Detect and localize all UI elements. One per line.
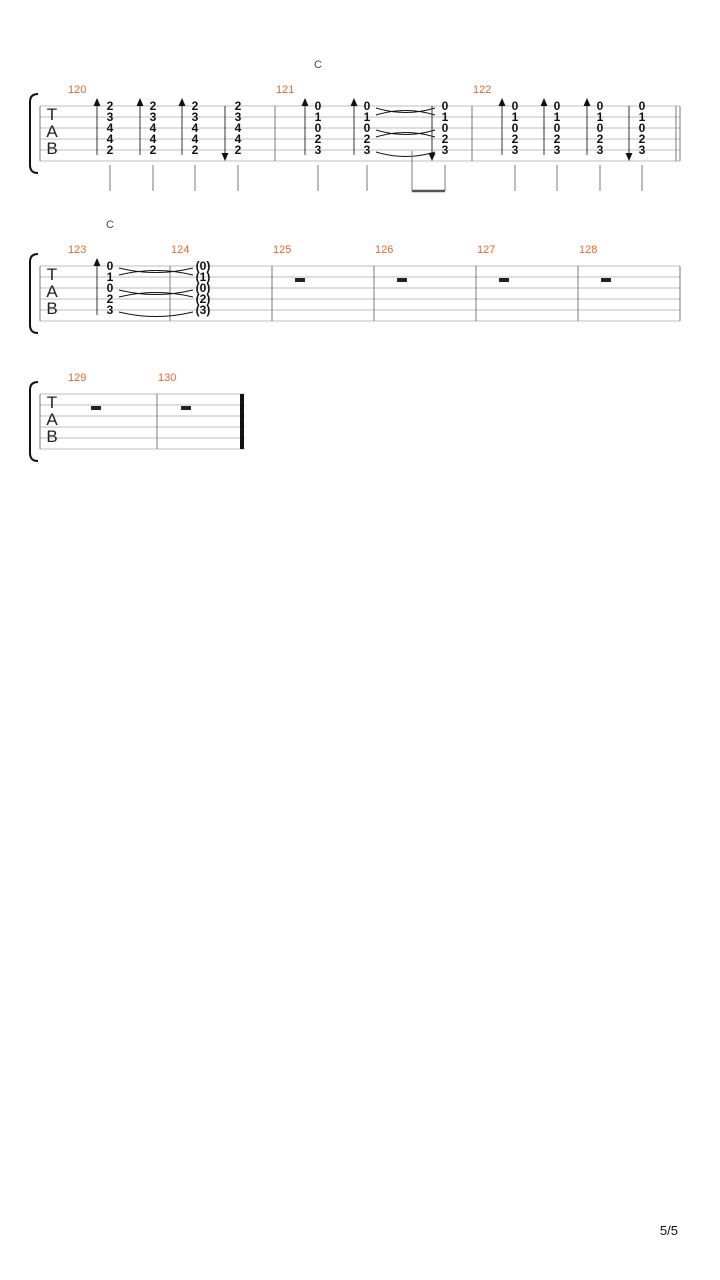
measure-number: 126 [375,244,394,256]
chord-symbol: C [106,219,114,231]
whole-rest-symbol [91,406,101,410]
fret-number: 2 [191,99,199,113]
fret-number: 2 [234,143,242,157]
fret-number: 0 [553,99,561,113]
fret-number: (2) [195,292,211,306]
fret-number: 2 [638,132,646,146]
fret-number: 2 [106,99,114,113]
fret-number: 0 [106,281,114,295]
fret-number: (0) [195,281,211,295]
strum-up-arrow [302,98,309,106]
measure-number: 129 [68,372,87,384]
system-bracket [30,254,38,333]
measure-number: 130 [158,372,177,384]
measure-number: 122 [473,84,492,96]
whole-rest-symbol [499,278,509,282]
fret-number: (3) [195,303,211,317]
tab-clef-letter: T [46,105,58,124]
fret-number: 1 [553,110,561,124]
fret-number: 4 [149,121,157,135]
fret-number: 3 [106,303,114,317]
fret-number: 1 [441,110,449,124]
fret-number: 3 [596,143,604,157]
fret-number: 3 [106,110,114,124]
fret-number: 2 [363,132,371,146]
fret-number: 4 [106,132,114,146]
fret-number: 4 [149,132,157,146]
chord-symbol: C [314,59,322,71]
strum-up-arrow [541,98,548,106]
measure-number: 123 [68,244,87,256]
fret-number: 2 [511,132,519,146]
whole-rest-symbol [295,278,305,282]
fret-number: 4 [234,132,242,146]
fret-number: 4 [234,121,242,135]
tie-curve [376,152,435,157]
strum-up-arrow [137,98,144,106]
fret-number: 1 [314,110,322,124]
strum-up-arrow [584,98,591,106]
fret-number: 4 [191,132,199,146]
strum-up-arrow [499,98,506,106]
fret-number: 2 [149,143,157,157]
tab-clef-letter: B [46,139,58,158]
fret-number: 0 [314,121,322,135]
tab-system-2 [30,219,680,333]
fret-number: 0 [638,121,646,135]
fret-number: 2 [441,132,449,146]
fret-number: 3 [511,143,519,157]
fret-number: 0 [441,121,449,135]
fret-number: 3 [149,110,157,124]
tab-clef-letter: A [46,122,58,141]
fret-number: 2 [106,292,114,306]
strum-up-arrow [94,258,101,266]
fret-number: 2 [149,99,157,113]
fret-number: 3 [314,143,322,157]
strum-down-arrow [626,153,633,161]
strum-up-arrow [179,98,186,106]
page-number: 5/5 [659,1223,678,1238]
fret-number: 3 [441,143,449,157]
fret-number: (1) [195,270,211,284]
fret-number: 3 [638,143,646,157]
fret-number: 2 [234,99,242,113]
fret-number: 0 [106,259,114,273]
fret-number: 4 [191,121,199,135]
fret-number: 2 [106,143,114,157]
fret-number: 0 [363,121,371,135]
fret-number: 0 [511,121,519,135]
fret-number: 3 [191,110,199,124]
whole-rest-symbol [601,278,611,282]
fret-number: 1 [638,110,646,124]
system-bracket [30,94,38,173]
fret-number: 1 [363,110,371,124]
fret-number: 3 [363,143,371,157]
fret-number: 1 [511,110,519,124]
measure-number: 121 [276,84,295,96]
tab-system-1 [30,59,680,191]
measure-number: 127 [477,244,496,256]
fret-number: 1 [106,270,114,284]
tab-clef-letter: B [46,427,58,446]
final-barline [240,394,244,449]
tab-clef-letter: A [46,410,58,429]
strum-up-arrow [351,98,358,106]
measure-number: 125 [273,244,292,256]
fret-number: 2 [553,132,561,146]
fret-number: 2 [596,132,604,146]
fret-number: 0 [553,121,561,135]
fret-number: (0) [195,259,211,273]
fret-number: 3 [553,143,561,157]
fret-number: 0 [363,99,371,113]
fret-number: 0 [314,99,322,113]
measure-number: 124 [171,244,190,256]
strum-down-arrow [222,153,229,161]
tab-clef-letter: T [46,265,58,284]
measure-number: 120 [68,84,87,96]
fret-number: 1 [596,110,604,124]
measure-number: 128 [579,244,598,256]
fret-number: 2 [191,143,199,157]
fret-number: 0 [596,99,604,113]
fret-number: 2 [314,132,322,146]
whole-rest-symbol [397,278,407,282]
tie-curve [119,312,193,317]
strum-up-arrow [94,98,101,106]
tab-clef-letter: B [46,299,58,318]
fret-number: 4 [106,121,114,135]
fret-number: 0 [511,99,519,113]
strum-down-arrow [429,153,436,161]
fret-number: 0 [638,99,646,113]
whole-rest-symbol [181,406,191,410]
tab-system-3 [30,372,245,461]
tab-clef-letter: A [46,282,58,301]
tab-clef-letter: T [46,393,58,412]
system-bracket [30,382,38,461]
fret-number: 0 [441,99,449,113]
fret-number: 0 [596,121,604,135]
fret-number: 3 [234,110,242,124]
